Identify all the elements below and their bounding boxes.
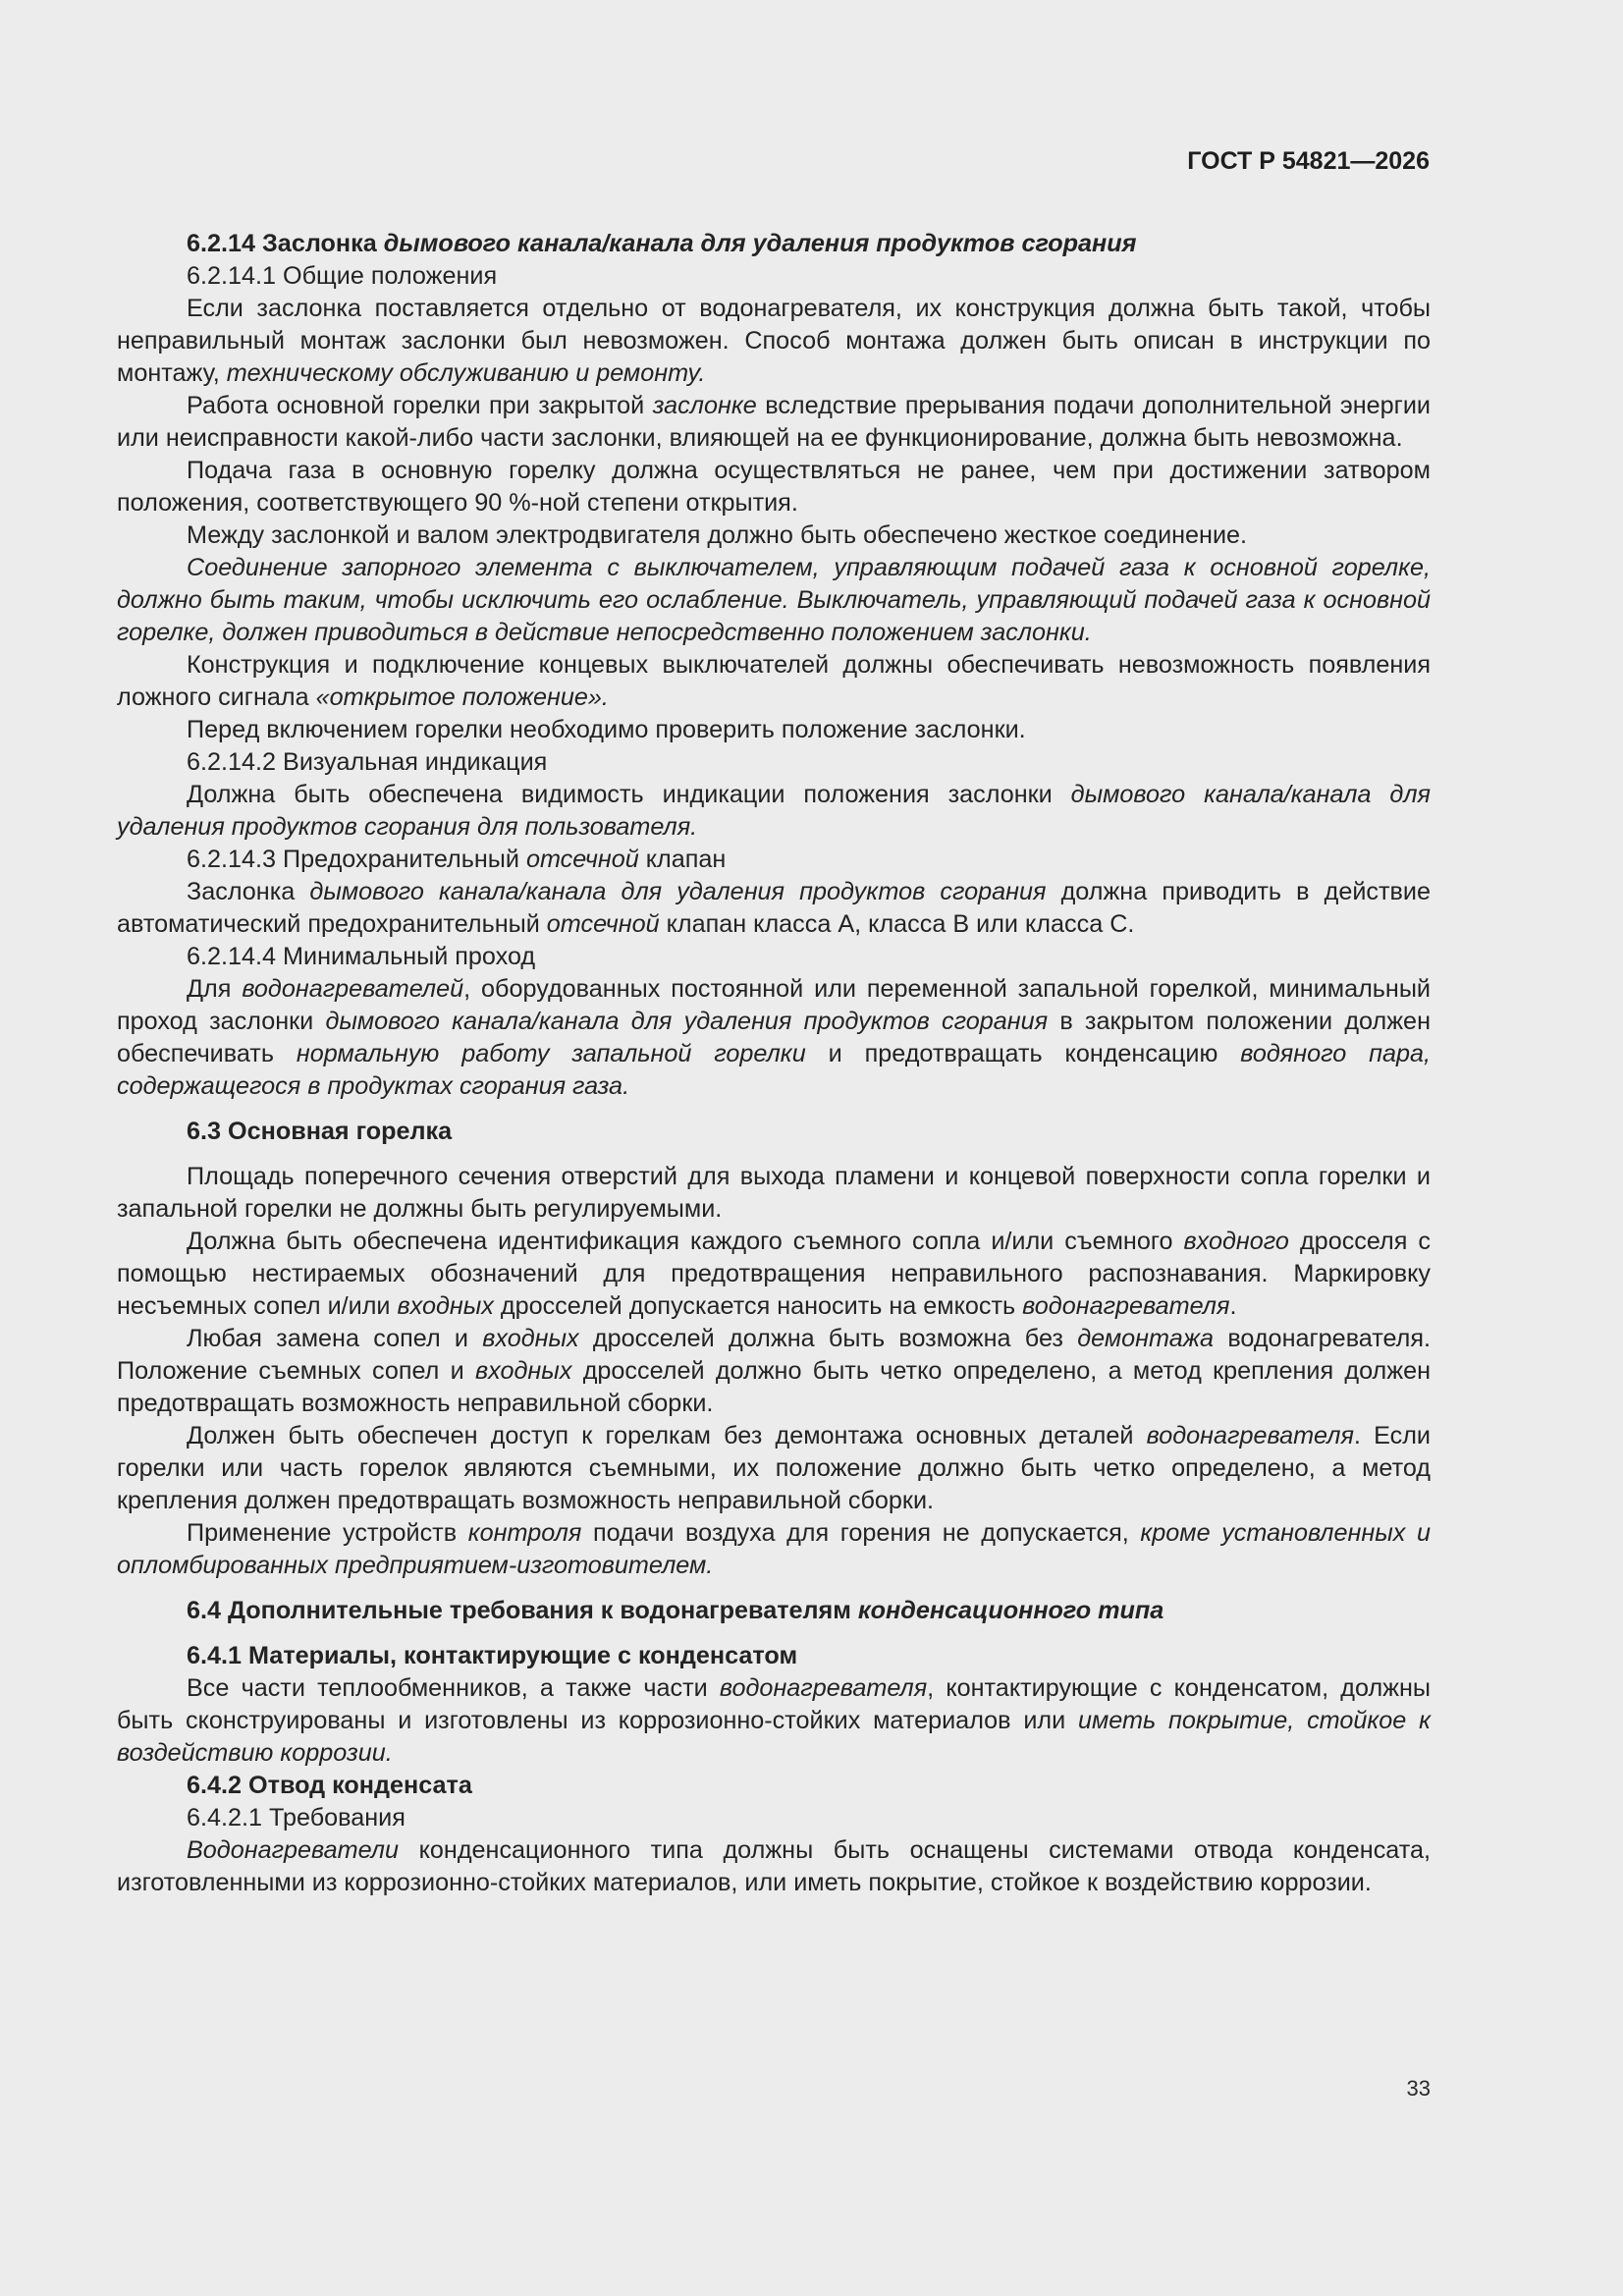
paragraph: Если заслонка поставляется отдельно от водонагревателя, их конструкция должна быть такой, чтобы неправильный монтаж заслонки был невозможен. Способ монтажа должен быть описан в инструкции по монтажу, техническому обслуживанию и ремонту. [117,295,1431,387]
paragraph: Применение устройств контроля подачи воздуха для горения не допускается, кроме установленных и опломбированных предприятием-изготовителем. [117,1519,1431,1579]
paragraph: Соединение запорного элемента с выключателем, управляющим подачей газа к основной горелке, должно быть таким, чтобы исключить его ослабление. Выключатель, управляющий подачей газа к основной горелке, должен приводиться в действие непосредственно положением заслонки. [117,554,1431,646]
subsection-6-4-2-1: 6.4.2.1 Требования [187,1804,406,1831]
paragraph: Работа основной горелки при закрытой заслонке вследствие прерывания подачи дополнительной энергии или неисправности какой-либо части заслонки, влияющей на ее функционирование, должна быть невозможна. [117,392,1432,452]
paragraph: Для водонагревателей, оборудованных постоянной или переменной запальной горелкой, минимальный проход заслонки дымового канала/канала для удаления продуктов сгорания в закрытом положении должен обеспечивать нормальную работу запальной горелки и предотвращать конденсацию водяного пара, содержащегося в продуктах сгорания газа. [117,975,1432,1100]
paragraph: Подача газа в основную горелку должна осуществляться не ранее, чем при достижении затвором положения, соответствующего 90 %-ной степени открытия. [117,457,1431,517]
paragraph: Площадь поперечного сечения отверстий для выхода пламени и концевой поверхности сопла горелки и запальной горелки не должны быть регулируемыми. [117,1163,1431,1223]
paragraph: Водонагреватели конденсационного типа должны быть оснащены системами отвода конденсата, изготовленными из коррозионно-стойких материалов, или иметь покрытие, стойкое к воздействию коррозии. [117,1836,1431,1896]
paragraph: Любая замена сопел и входных дросселей должна быть возможна без демонтажа водонагревателя. Положение съемных сопел и входных дросселей должно быть четко определено, а метод крепления должен предотвращать возможность неправильной сборки. [117,1325,1432,1417]
paragraph: Должна быть обеспечена видимость индикации положения заслонки дымового канала/канала для удаления продуктов сгорания для пользователя. [117,781,1431,841]
paragraph: Должен быть обеспечен доступ к горелкам без демонтажа основных деталей водонагревателя. Если горелки или часть горелок являются съемными, их положение должно быть четко определено, а метод крепления должен предотвращать возможность неправильной сборки. [117,1422,1431,1514]
page-number: 33 [1406,2076,1431,2101]
paragraph: Между заслонкой и валом электродвигателя должно быть обеспечено жесткое соединение. [187,521,1248,549]
paragraph: Заслонка дымового канала/канала для удаления продуктов сгорания должна приводить в действие автоматический предохранительный отсечной клапан класса А, класса В или класса С. [117,878,1432,938]
section-6-4-2-heading: 6.4.2 Отвод конденсата [187,1772,472,1799]
subsection-6-2-14-3: 6.2.14.3 Предохранительный отсечной клапан [187,846,727,873]
section-6-4-heading: 6.4 Дополнительные требования к водонагревателям конденсационного типа [187,1597,1164,1624]
paragraph: Должна быть обеспечена идентификация каждого съемного сопла и/или съемного входного дросселя с помощью нестираемых обозначений для предотвращения неправильного распознавания. Маркировку несъемных сопел и/или входных дросселей допускается наносить на емкость водонагревателя. [117,1228,1432,1320]
section-6-2-14-heading [117,228,1431,260]
subsection-6-2-14-4: 6.2.14.4 Минимальный проход [187,943,536,970]
subsection-6-2-14-2: 6.2.14.2 Визуальная индикация [187,748,548,776]
section-number: 6.2.14 [187,230,256,257]
heading-text: Заслонка [262,230,377,257]
paragraph: Все части теплообменников, а также части водонагревателя, контактирующие с конденсатом, должны быть сконструированы и изготовлены из коррозионно-стойких материалов или иметь покрытие, стойкое к воздействию коррозии. [117,1674,1432,1767]
subsection-6-2-14-1: 6.2.14.1 Общие положения [187,262,498,290]
paragraph: Перед включением горелки необходимо проверить положение заслонки. [187,716,1026,743]
section-6-3-heading: 6.3 Основная горелка [187,1118,453,1145]
document-body [117,228,1431,1899]
paragraph: Конструкция и подключение концевых выключателей должны обеспечивать невозможность появления ложного сигнала «открытое положение». [117,651,1431,711]
standard-id: ГОСТ Р 54821—2026 [1187,147,1430,175]
heading-text-italic: дымового канала/канала для удаления продуктов сгорания [383,230,1137,257]
section-6-4-1-heading: 6.4.1 Материалы, контактирующие с конденсатом [187,1642,798,1669]
